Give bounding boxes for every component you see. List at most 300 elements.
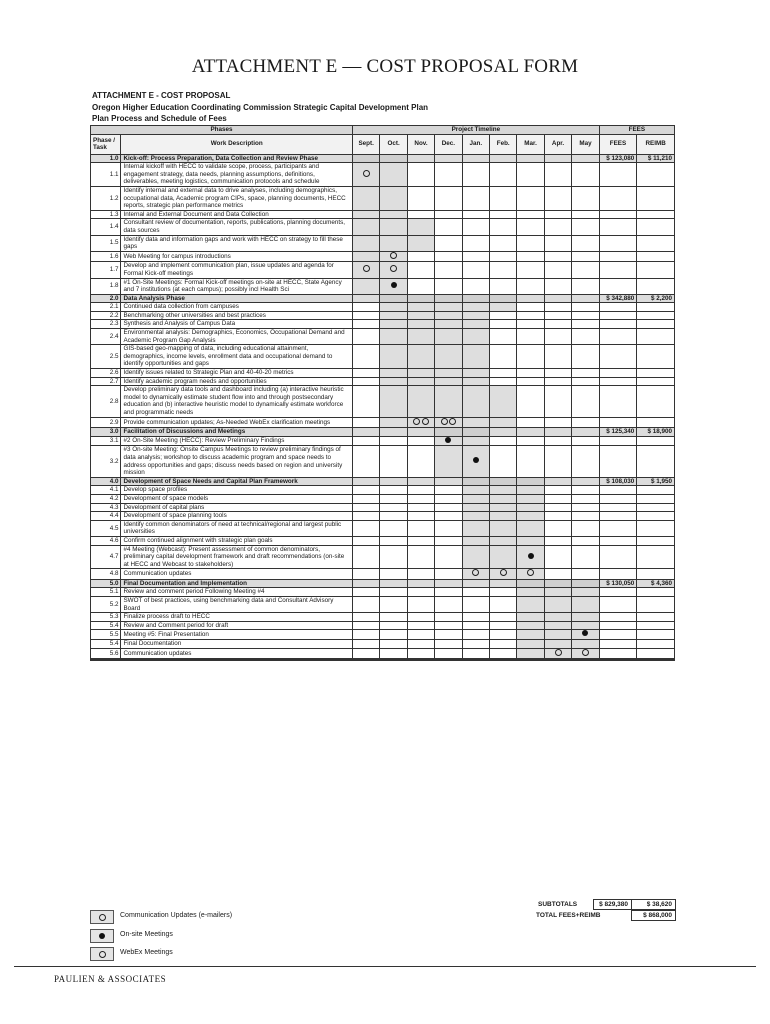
open-circle-icon	[390, 265, 397, 272]
phase-reimb: $ 2,200	[637, 294, 675, 303]
timeline-cell	[462, 320, 489, 329]
timeline-cell	[517, 303, 544, 312]
task-row	[91, 163, 675, 187]
timeline-cell	[517, 494, 544, 503]
task-row	[91, 503, 675, 512]
timeline-cell	[572, 251, 600, 262]
task-description: Meeting #5: Final Presentation	[121, 630, 353, 640]
task-number: 4.3	[91, 503, 121, 512]
timeline-cell	[380, 428, 407, 437]
timeline-cell	[572, 428, 600, 437]
timeline-cell	[517, 446, 544, 477]
open-circle-icon	[390, 252, 397, 259]
fees-cell	[599, 588, 637, 597]
timeline-cell	[352, 417, 379, 428]
timeline-cell	[407, 503, 434, 512]
reimb-cell	[637, 630, 675, 640]
timeline-cell	[462, 262, 489, 278]
reimb-cell	[637, 345, 675, 369]
timeline-cell	[352, 210, 379, 219]
timeline-cell	[544, 251, 571, 262]
timeline-cell	[544, 320, 571, 329]
timeline-cell	[517, 545, 544, 569]
timeline-cell	[407, 446, 434, 477]
timeline-cell	[572, 369, 600, 378]
timeline-cell	[572, 377, 600, 386]
timeline-cell	[544, 436, 571, 446]
open-circle-icon	[90, 910, 114, 924]
task-number: 1.1	[91, 163, 121, 187]
timeline-cell	[572, 630, 600, 640]
column-header-row	[91, 134, 675, 154]
timeline-cell	[407, 512, 434, 521]
task-description: Environmental analysis: Demographics, Economics, Occupational Demand and Academic Program Gap Analysis	[121, 329, 353, 345]
timeline-cell	[462, 477, 489, 486]
timeline-cell	[462, 446, 489, 477]
timeline-cell	[435, 660, 462, 661]
timeline-cell	[380, 235, 407, 251]
task-number: 1.6	[91, 251, 121, 262]
timeline-cell	[544, 512, 571, 521]
timeline-cell	[380, 154, 407, 163]
timeline-cell	[490, 588, 517, 597]
timeline-cell	[462, 386, 489, 417]
open-circle-icon	[449, 418, 456, 425]
timeline-cell	[544, 377, 571, 386]
fees-cell	[599, 494, 637, 503]
month-header: Oct.	[380, 134, 407, 154]
timeline-cell	[352, 660, 379, 661]
fees-cell	[599, 648, 637, 659]
timeline-cell	[462, 303, 489, 312]
timeline-cell	[352, 520, 379, 536]
timeline-cell	[544, 303, 571, 312]
phase-row	[91, 477, 675, 486]
timeline-cell	[572, 569, 600, 580]
timeline-cell	[572, 311, 600, 320]
timeline-cell	[517, 329, 544, 345]
timeline-cell	[490, 262, 517, 278]
reimb-cell	[637, 486, 675, 495]
task-number: 2.0	[91, 294, 121, 303]
task-row	[91, 621, 675, 630]
task-row	[91, 597, 675, 613]
timeline-cell	[572, 477, 600, 486]
timeline-cell	[407, 251, 434, 262]
fees-cell	[599, 386, 637, 417]
timeline-cell	[490, 303, 517, 312]
timeline-cell	[572, 329, 600, 345]
timeline-cell	[380, 512, 407, 521]
open-circle-icon	[582, 649, 589, 656]
task-number: 4.8	[91, 569, 121, 580]
timeline-cell	[572, 294, 600, 303]
timeline-cell	[407, 660, 434, 661]
task-number: 2.1	[91, 303, 121, 312]
timeline-cell	[462, 329, 489, 345]
timeline-cell	[462, 569, 489, 580]
filled-circle-icon	[391, 282, 397, 288]
fees-cell	[599, 262, 637, 278]
timeline-cell	[380, 311, 407, 320]
timeline-cell	[407, 210, 434, 219]
timeline-cell	[490, 597, 517, 613]
timeline-cell	[544, 640, 571, 649]
timeline-cell	[572, 621, 600, 630]
month-header: May	[572, 134, 600, 154]
reimb-cell	[637, 569, 675, 580]
timeline-cell	[380, 329, 407, 345]
footer-company: PAULIEN & ASSOCIATES	[54, 974, 167, 984]
reimb-cell	[637, 219, 675, 235]
timeline-cell	[407, 536, 434, 545]
timeline-cell	[407, 386, 434, 417]
timeline-cell	[380, 294, 407, 303]
timeline-cell	[435, 579, 462, 588]
form-heading: ATTACHMENT E - COST PROPOSAL	[92, 91, 231, 100]
timeline-cell	[462, 597, 489, 613]
timeline-cell	[572, 494, 600, 503]
reimb-cell	[637, 512, 675, 521]
task-row	[91, 446, 675, 477]
timeline-cell	[544, 588, 571, 597]
task-row	[91, 536, 675, 545]
task-description: Confirm continued alignment with strategic plan goals	[121, 536, 353, 545]
timeline-cell	[544, 219, 571, 235]
task-description: Identify academic program needs and opportunities	[121, 377, 353, 386]
reimb-cell	[637, 660, 675, 661]
timeline-cell	[544, 294, 571, 303]
timeline-cell	[352, 154, 379, 163]
fees-cell	[599, 417, 637, 428]
month-header: Sept.	[352, 134, 379, 154]
fees-cell	[599, 377, 637, 386]
fees-cell	[599, 345, 637, 369]
timeline-cell	[544, 494, 571, 503]
timeline-cell	[490, 386, 517, 417]
reimb-cell	[637, 262, 675, 278]
timeline-cell	[352, 486, 379, 495]
timeline-cell	[572, 417, 600, 428]
timeline-cell	[352, 303, 379, 312]
reimb-cell	[637, 186, 675, 210]
reimb-cell	[637, 386, 675, 417]
timeline-cell	[490, 436, 517, 446]
phase-task-header: Phase / Task	[91, 134, 121, 154]
timeline-cell	[380, 377, 407, 386]
timeline-cell	[572, 186, 600, 210]
reimb-column-header: REIMB	[637, 134, 675, 154]
task-number: 2.4	[91, 329, 121, 345]
timeline-cell	[490, 569, 517, 580]
task-description: Identify common denominators of need at technical/regional and largest public universities	[121, 520, 353, 536]
task-number: 3.0	[91, 428, 121, 437]
task-description: Communication updates	[121, 648, 353, 659]
timeline-cell	[462, 660, 489, 661]
timeline-cell	[490, 294, 517, 303]
timeline-cell	[572, 345, 600, 369]
timeline-cell	[544, 278, 571, 294]
task-description: SWOT of best practices, using benchmarking data and Consultant Advisory Board	[121, 597, 353, 613]
timeline-cell	[490, 477, 517, 486]
timeline-cell	[380, 494, 407, 503]
timeline-cell	[572, 235, 600, 251]
timeline-cell	[490, 630, 517, 640]
phase-reimb: $ 11,210	[637, 154, 675, 163]
timeline-cell	[352, 536, 379, 545]
task-number: 2.2	[91, 311, 121, 320]
timeline-cell	[572, 436, 600, 446]
timeline-cell	[462, 186, 489, 210]
reimb-cell	[637, 278, 675, 294]
task-number: 4.1	[91, 486, 121, 495]
open-circle-icon	[441, 418, 448, 425]
timeline-cell	[572, 446, 600, 477]
timeline-cell	[435, 278, 462, 294]
fees-cell	[599, 536, 637, 545]
phase-row	[91, 154, 675, 163]
task-number: 5.5	[91, 630, 121, 640]
timeline-cell	[490, 251, 517, 262]
timeline-cell	[407, 262, 434, 278]
fees-column-header: FEES	[599, 134, 637, 154]
timeline-cell	[407, 613, 434, 622]
timeline-cell	[462, 512, 489, 521]
timeline-cell	[517, 648, 544, 659]
task-row	[91, 630, 675, 640]
timeline-cell	[435, 303, 462, 312]
fees-cell	[599, 621, 637, 630]
phase-row	[91, 428, 675, 437]
timeline-cell	[380, 210, 407, 219]
phase-row	[91, 579, 675, 588]
task-row	[91, 262, 675, 278]
timeline-cell	[407, 640, 434, 649]
timeline-cell	[490, 613, 517, 622]
fees-cell	[599, 163, 637, 187]
timeline-cell	[435, 640, 462, 649]
timeline-cell	[380, 520, 407, 536]
task-number: 4.7	[91, 545, 121, 569]
timeline-cell	[490, 494, 517, 503]
reimb-cell	[637, 210, 675, 219]
open-circle-icon	[363, 170, 370, 177]
reimb-cell	[637, 588, 675, 597]
subtotals-label: SUBTOTALS	[538, 901, 578, 908]
task-number: 2.5	[91, 345, 121, 369]
timeline-cell	[380, 417, 407, 428]
timeline-cell	[435, 210, 462, 219]
timeline-cell	[517, 512, 544, 521]
timeline-cell	[352, 345, 379, 369]
task-number: 2.9	[91, 417, 121, 428]
timeline-cell	[517, 486, 544, 495]
task-row	[91, 660, 675, 661]
timeline-cell	[407, 630, 434, 640]
fees-cell	[599, 569, 637, 580]
timeline-cell	[352, 163, 379, 187]
task-number: 5.0	[91, 579, 121, 588]
timeline-cell	[380, 536, 407, 545]
phase-fees: $ 123,080	[599, 154, 637, 163]
fees-cell	[599, 320, 637, 329]
task-number: 2.6	[91, 369, 121, 378]
timeline-cell	[380, 640, 407, 649]
timeline-cell	[435, 630, 462, 640]
timeline-cell	[380, 477, 407, 486]
task-row	[91, 494, 675, 503]
timeline-cell	[517, 345, 544, 369]
timeline-cell	[407, 278, 434, 294]
timeline-cell	[517, 588, 544, 597]
timeline-cell	[517, 278, 544, 294]
reimb-cell	[637, 377, 675, 386]
task-number: 1.7	[91, 262, 121, 278]
timeline-cell	[462, 520, 489, 536]
timeline-cell	[490, 512, 517, 521]
timeline-cell	[352, 613, 379, 622]
timeline-cell	[544, 262, 571, 278]
timeline-cell	[544, 417, 571, 428]
timeline-cell	[517, 163, 544, 187]
timeline-cell	[380, 486, 407, 495]
timeline-cell	[462, 210, 489, 219]
total-label: TOTAL FEES+REIMB	[536, 912, 601, 919]
timeline-cell	[572, 520, 600, 536]
filled-circle-icon	[445, 437, 451, 443]
timeline-cell	[462, 345, 489, 369]
timeline-cell	[490, 648, 517, 659]
timeline-cell	[462, 377, 489, 386]
timeline-cell	[380, 630, 407, 640]
timeline-cell	[462, 436, 489, 446]
task-description: Benchmarking other universities and best practices	[121, 311, 353, 320]
timeline-cell	[544, 660, 571, 661]
task-number	[91, 660, 121, 661]
timeline-cell	[380, 186, 407, 210]
timeline-cell	[462, 235, 489, 251]
task-number: 1.3	[91, 210, 121, 219]
fees-cell	[599, 597, 637, 613]
timeline-cell	[352, 262, 379, 278]
timeline-cell	[490, 579, 517, 588]
timeline-cell	[435, 648, 462, 659]
timeline-cell	[352, 377, 379, 386]
timeline-cell	[544, 621, 571, 630]
phase-fees: $ 342,880	[599, 294, 637, 303]
timeline-cell	[407, 621, 434, 630]
timeline-cell	[435, 369, 462, 378]
timeline-cell	[407, 486, 434, 495]
fees-cell	[599, 520, 637, 536]
timeline-cell	[352, 329, 379, 345]
legend-label: WebEx Meetings	[120, 949, 173, 956]
timeline-cell	[544, 311, 571, 320]
reimb-cell	[637, 621, 675, 630]
timeline-cell	[435, 446, 462, 477]
fees-cell	[599, 660, 637, 661]
timeline-cell	[462, 251, 489, 262]
timeline-cell	[462, 294, 489, 303]
task-description: Kick-off: Process Preparation, Data Collection and Review Phase	[121, 154, 353, 163]
open-circle-icon	[555, 649, 562, 656]
timeline-cell	[462, 219, 489, 235]
timeline-cell	[517, 219, 544, 235]
timeline-cell	[407, 579, 434, 588]
timeline-cell	[380, 545, 407, 569]
task-description: Synthesis and Analysis of Campus Data	[121, 320, 353, 329]
total-value: $ 868,000	[631, 910, 676, 921]
task-row	[91, 210, 675, 219]
filled-circle-icon	[582, 630, 588, 636]
timeline-cell	[490, 210, 517, 219]
reimb-cell	[637, 320, 675, 329]
timeline-cell	[380, 569, 407, 580]
timeline-cell	[380, 251, 407, 262]
fees-header: FEES	[599, 126, 674, 135]
fees-cell	[599, 436, 637, 446]
timeline-cell	[407, 345, 434, 369]
task-row	[91, 417, 675, 428]
task-description: Development of Space Needs and Capital Plan Framework	[121, 477, 353, 486]
task-description: #1 On-Site Meetings: Formal Kick-off meetings on-site at HECC, State Agency and 7 institutions (at each campus); possibly incl Health Sci	[121, 278, 353, 294]
reimb-cell	[637, 303, 675, 312]
timeline-cell	[435, 477, 462, 486]
phase-fees: $ 108,030	[599, 477, 637, 486]
timeline-cell	[572, 210, 600, 219]
timeline-cell	[435, 494, 462, 503]
timeline-cell	[407, 329, 434, 345]
timeline-cell	[407, 186, 434, 210]
timeline-cell	[462, 163, 489, 187]
reimb-cell	[637, 536, 675, 545]
open-circle-icon	[472, 569, 479, 576]
task-row	[91, 545, 675, 569]
timeline-cell	[407, 597, 434, 613]
timeline-cell	[380, 597, 407, 613]
timeline-cell	[517, 311, 544, 320]
timeline-cell	[572, 613, 600, 622]
timeline-cell	[407, 588, 434, 597]
open-circle-icon	[422, 418, 429, 425]
reimb-cell	[637, 369, 675, 378]
timeline-cell	[380, 579, 407, 588]
task-number: 1.4	[91, 219, 121, 235]
timeline-cell	[544, 486, 571, 495]
timeline-cell	[544, 235, 571, 251]
task-description: Finalize process draft to HECC	[121, 613, 353, 622]
timeline-cell	[490, 536, 517, 545]
timeline-cell	[490, 520, 517, 536]
open-circle-icon	[363, 265, 370, 272]
page-title: ATTACHMENT E — COST PROPOSAL FORM	[191, 56, 579, 77]
task-number: 4.0	[91, 477, 121, 486]
timeline-cell	[352, 494, 379, 503]
fees-cell	[599, 486, 637, 495]
timeline-cell	[407, 163, 434, 187]
timeline-cell	[462, 630, 489, 640]
timeline-cell	[490, 446, 517, 477]
timeline-cell	[517, 428, 544, 437]
timeline-cell	[490, 545, 517, 569]
timeline-cell	[544, 428, 571, 437]
timeline-cell	[572, 486, 600, 495]
timeline-cell	[407, 154, 434, 163]
timeline-cell	[517, 503, 544, 512]
timeline-cell	[572, 163, 600, 187]
work-description-header: Work Description	[121, 134, 353, 154]
timeline-cell	[490, 503, 517, 512]
